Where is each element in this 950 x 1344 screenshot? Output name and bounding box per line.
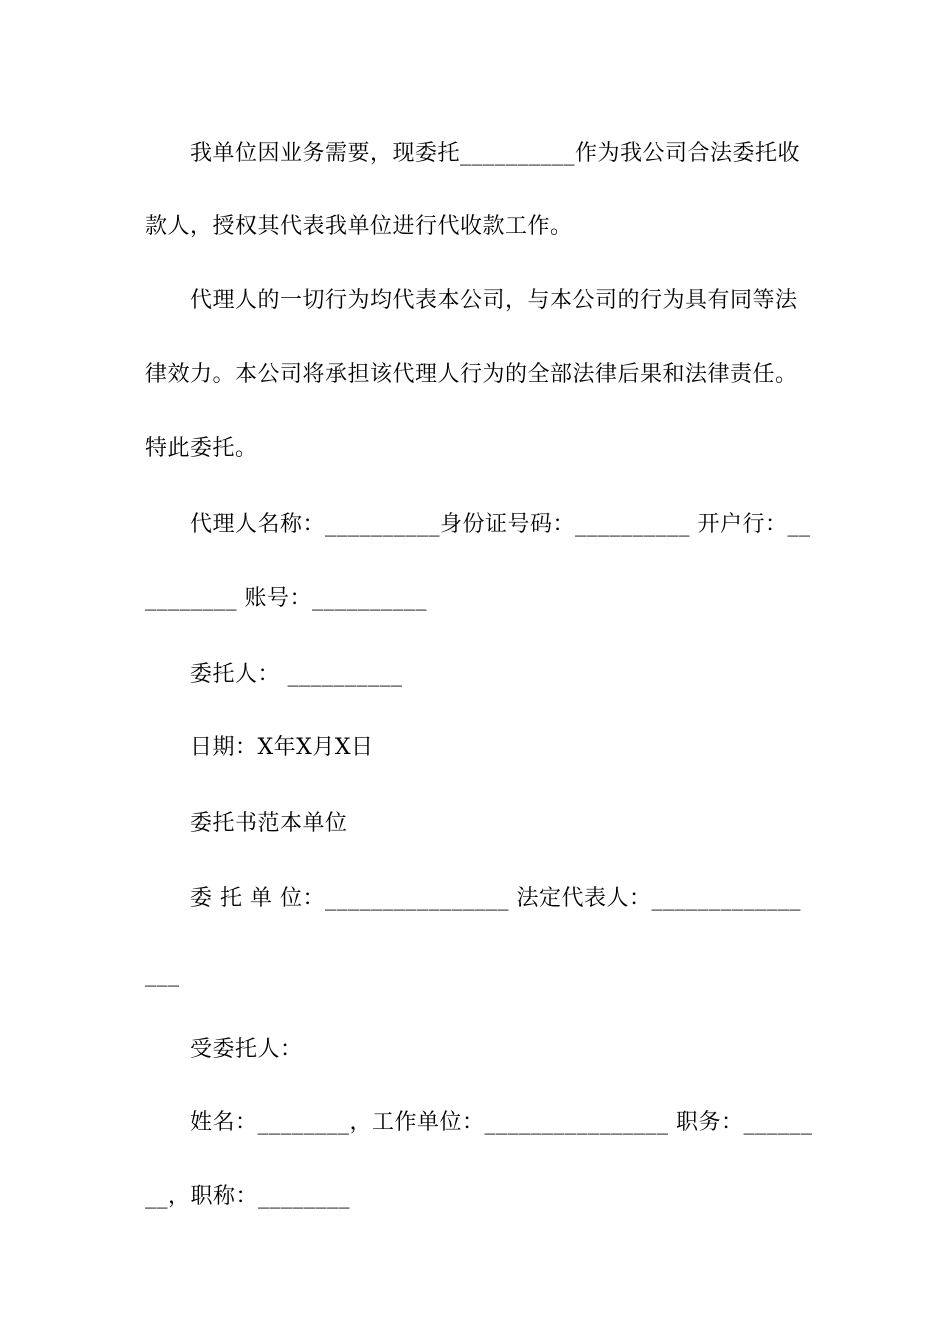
paragraph-2-line-2: 律效力。本公司将承担该代理人行为的全部法律后果和法律责任。 xyxy=(145,362,798,387)
entrusting-unit-fields: ________________ 法定代表人：_____________ xyxy=(324,886,801,911)
closing-text: 特此委托。 xyxy=(145,436,258,461)
trustee-line-1: 姓名：________，工作单位：________________ 职务：______ xyxy=(190,1110,813,1135)
trustee-heading: 受委托人： xyxy=(190,1037,303,1062)
paragraph-1-line-2: 款人，授权其代表我单位进行代收款工作。 xyxy=(145,214,573,239)
template-title: 委托书范本单位 xyxy=(190,811,348,836)
entrusting-unit-line-2: ___ xyxy=(145,962,180,987)
agent-info-line-2: ________ 账号：__________ xyxy=(145,586,427,611)
paragraph-1-line-1: 我单位因业务需要，现委托__________作为我公司合法委托收 xyxy=(190,141,801,166)
paragraph-2-line-1: 代理人的一切行为均代表本公司，与本公司的行为具有同等法 xyxy=(190,288,798,313)
date-line: 日期：X年X月X日 xyxy=(190,735,374,760)
trustee-line-2: __，职称：________ xyxy=(145,1184,351,1209)
principal-line: 委托人： __________ xyxy=(190,662,403,687)
entrusting-unit-label: 委 托 单 位： xyxy=(190,886,325,911)
entrusting-unit-line-1 xyxy=(190,884,855,914)
agent-info-line-1: 代理人名称：__________身份证号码：__________ 开户行：__ xyxy=(190,512,811,537)
